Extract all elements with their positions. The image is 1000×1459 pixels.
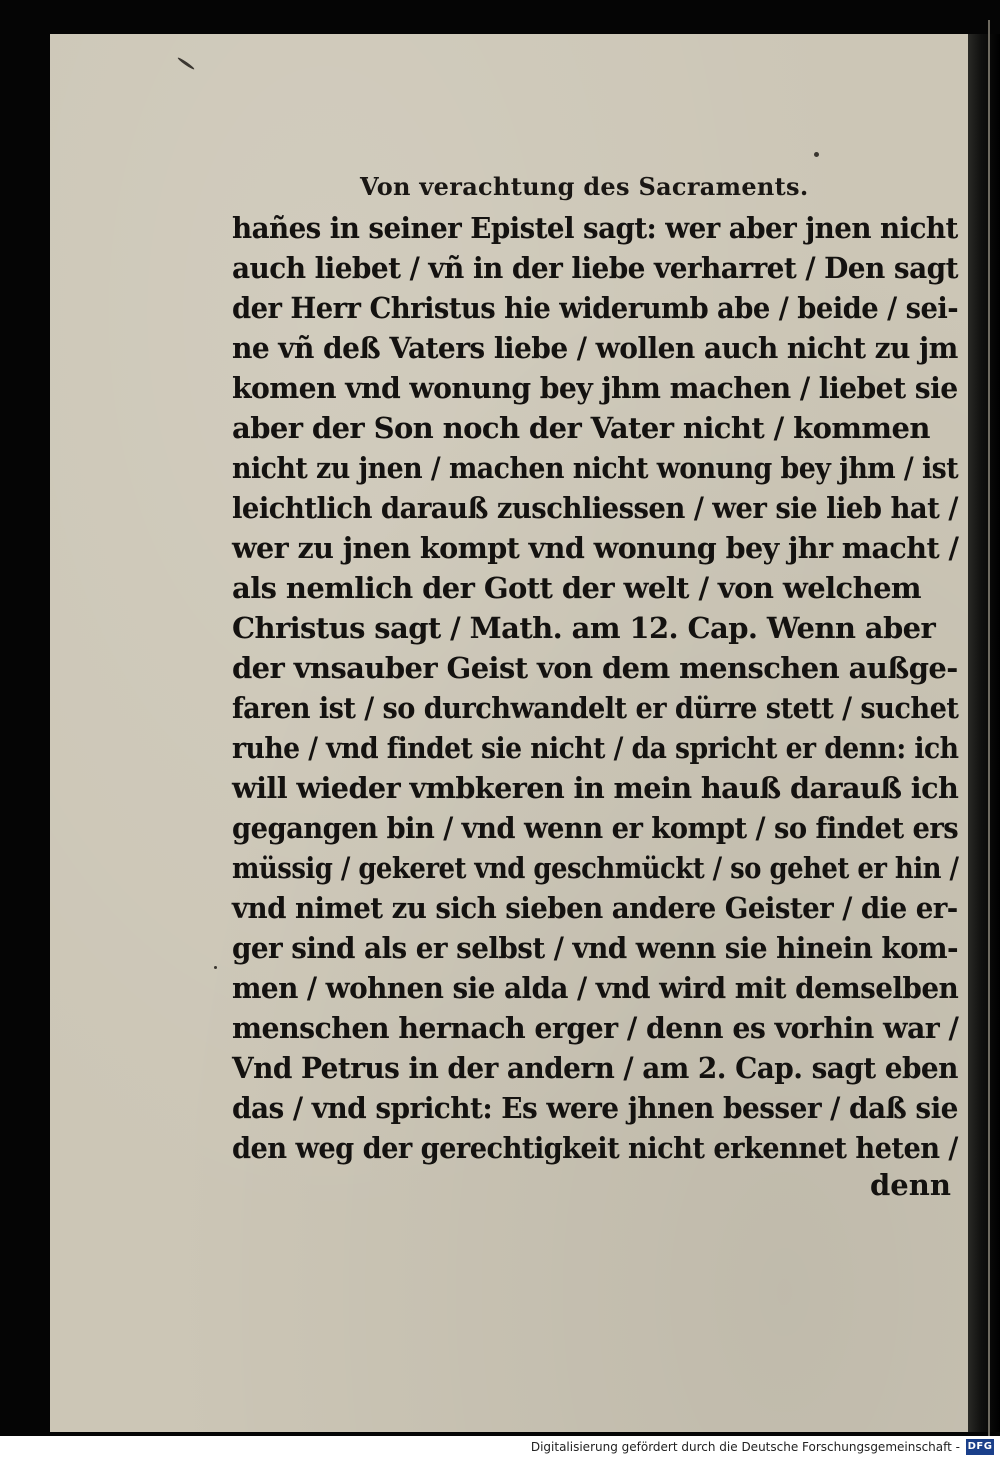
text-line: ruhe / vnd findet sie nicht / da spricht er denn: ich bbox=[232, 731, 959, 765]
text-line: müssig / gekeret vnd geschmückt / so gehet er hin / bbox=[232, 851, 959, 885]
text-line: vnd nimet zu sich sieben andere Geister / die er- bbox=[232, 891, 958, 925]
funding-notice: Digitalisierung gefördert durch die Deutsche Forschungsgemeinschaft - bbox=[530, 1440, 960, 1454]
text-line: leichtlich darauß zuschliessen / wer sie lieb hat / bbox=[232, 491, 958, 525]
text-line: wer zu jnen kompt vnd wonung bey jhr macht / bbox=[232, 531, 959, 565]
catchword: denn bbox=[870, 1168, 951, 1202]
text-line: als nemlich der Gott der welt / von welchem bbox=[232, 571, 922, 605]
paper-speck bbox=[177, 57, 195, 71]
text-line: ne vñ deß Vaters liebe / wollen auch nicht zu jm bbox=[232, 331, 958, 365]
text-line: komen vnd wonung bey jhm machen / liebet sie bbox=[232, 371, 958, 405]
text-line: faren ist / so durchwandelt er dürre stett / suchet bbox=[232, 691, 959, 725]
text-line: auch liebet / vñ in der liebe verharret / Den sagt bbox=[232, 251, 958, 285]
text-line: menschen hernach erger / denn es vorhin war / bbox=[232, 1011, 959, 1045]
text-line: Christus sagt / Math. am 12. Cap. Wenn aber bbox=[232, 611, 936, 645]
footer-bar bbox=[0, 1436, 1000, 1459]
text-line: hañes in seiner Epistel sagt: wer aber jnen nicht bbox=[232, 211, 958, 245]
text-line: das / vnd spricht: Es were jhnen besser / daß sie bbox=[232, 1091, 958, 1125]
running-head: Von verachtung des Sacraments. bbox=[360, 172, 809, 201]
text-line: men / wohnen sie alda / vnd wird mit demselben bbox=[232, 971, 959, 1005]
text-line: Vnd Petrus in der andern / am 2. Cap. sagt eben bbox=[232, 1051, 958, 1085]
text-line: gegangen bin / vnd wenn er kompt / so findet ers bbox=[232, 811, 959, 845]
text-line: den weg der gerechtigkeit nicht erkennet heten / bbox=[232, 1131, 958, 1165]
text-line: aber der Son noch der Vater nicht / kommen bbox=[232, 411, 930, 445]
text-line: der vnsauber Geist von dem menschen außge- bbox=[232, 651, 958, 685]
text-line: ger sind als er selbst / vnd wenn sie hinein kom- bbox=[232, 931, 959, 965]
paper-speck bbox=[214, 966, 217, 969]
page-edge-line bbox=[988, 20, 990, 1440]
paper-speck bbox=[814, 152, 819, 157]
text-line: nicht zu jnen / machen nicht wonung bey jhm / ist bbox=[232, 451, 959, 485]
dfg-logo[interactable]: DFG bbox=[966, 1439, 994, 1455]
text-line: der Herr Christus hie widerumb abe / beide / sei- bbox=[232, 291, 959, 325]
text-line: will wieder vmbkeren in mein hauß darauß ich bbox=[232, 771, 959, 805]
body-text bbox=[232, 208, 958, 1168]
page-edge-shadow bbox=[968, 34, 1000, 1432]
